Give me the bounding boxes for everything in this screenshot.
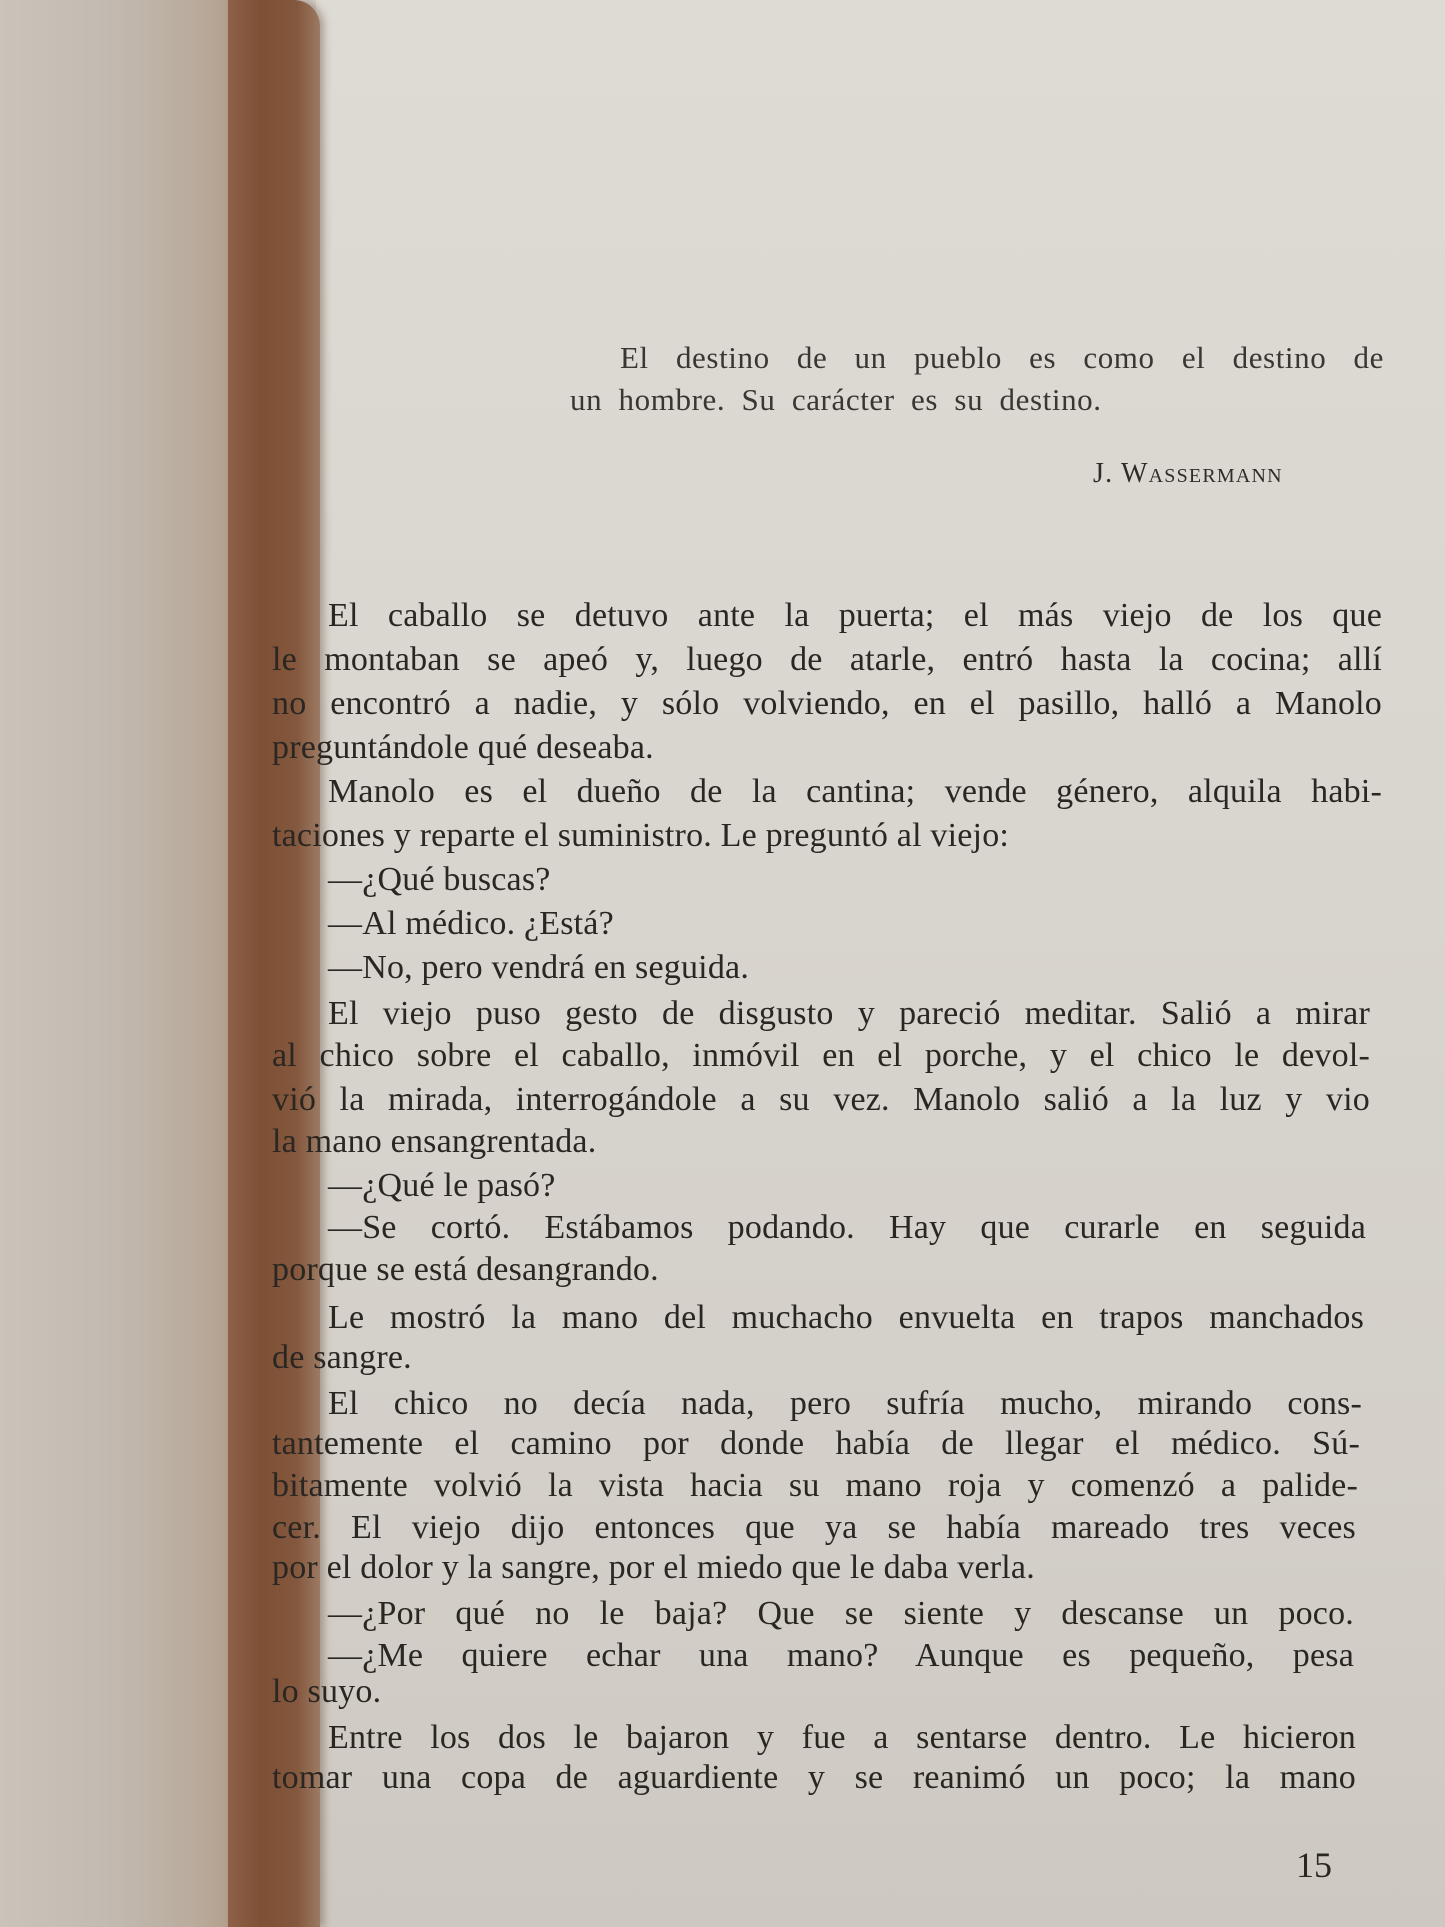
body-line: —Se cortó. Estábamos podando. Hay que curarle en seguida <box>328 1209 1366 1246</box>
body-line: Entre los dos le bajaron y fue a sentarse dentro. Le hicieron <box>328 1719 1356 1756</box>
body-line: por el dolor y la sangre, por el miedo que le daba verla. <box>272 1549 1035 1586</box>
body-line: preguntándole qué deseaba. <box>272 729 654 766</box>
body-line: —¿Qué buscas? <box>328 861 551 898</box>
body-line: al chico sobre el caballo, inmóvil en el porche, y el chico le devol- <box>272 1037 1370 1074</box>
body-line: Manolo es el dueño de la cantina; vende género, alquila habi- <box>328 773 1382 810</box>
body-line: tantemente el camino por donde había de llegar el médico. Sú- <box>272 1425 1360 1462</box>
body-line: El viejo puso gesto de disgusto y pareció meditar. Salió a mirar <box>328 995 1370 1032</box>
body-line: El chico no decía nada, pero sufría mucho, mirando cons- <box>328 1385 1362 1422</box>
body-line: —No, pero vendrá en seguida. <box>328 949 750 986</box>
body-line: le montaban se apeó y, luego de atarle, entró hasta la cocina; allí <box>272 641 1382 678</box>
body-line: —¿Me quiere echar una mano? Aunque es pequeño, pesa <box>328 1637 1354 1674</box>
body-line: porque se está desangrando. <box>272 1251 659 1288</box>
body-line: —¿Por qué no le baja? Que se siente y descanse un poco. <box>328 1595 1354 1632</box>
body-line: bitamente volvió la vista hacia su mano roja y comenzó a palide- <box>272 1467 1358 1504</box>
body-line: lo suyo. <box>272 1673 382 1710</box>
body-line: taciones y reparte el suministro. Le preguntó al viejo: <box>272 817 1010 854</box>
epigraph-line: El destino de un pueblo es como el destino de <box>620 340 1384 375</box>
body-line: —¿Qué le pasó? <box>328 1167 556 1204</box>
body-line: Le mostró la mano del muchacho envuelta en trapos manchados <box>328 1299 1364 1336</box>
body-line: —Al médico. ¿Está? <box>328 905 614 942</box>
body-line: cer. El viejo dijo entonces que ya se había mareado tres veces <box>272 1509 1356 1546</box>
epigraph-line: un hombre. Su carácter es su destino. <box>570 382 1102 417</box>
page-number: 15 <box>1296 1845 1332 1885</box>
body-line: no encontró a nadie, y sólo volviendo, en el pasillo, halló a Manolo <box>272 685 1382 722</box>
epigraph-author: J. Wassermann <box>1093 458 1283 489</box>
body-line: la mano ensangrentada. <box>272 1123 597 1160</box>
body-line: tomar una copa de aguardiente y se reanimó un poco; la mano <box>272 1759 1356 1796</box>
body-line: vió la mirada, interrogándole a su vez. Manolo salió a la luz y vio <box>272 1081 1370 1118</box>
body-line: de sangre. <box>272 1339 412 1376</box>
body-line: El caballo se detuvo ante la puerta; el más viejo de los que <box>328 597 1382 634</box>
